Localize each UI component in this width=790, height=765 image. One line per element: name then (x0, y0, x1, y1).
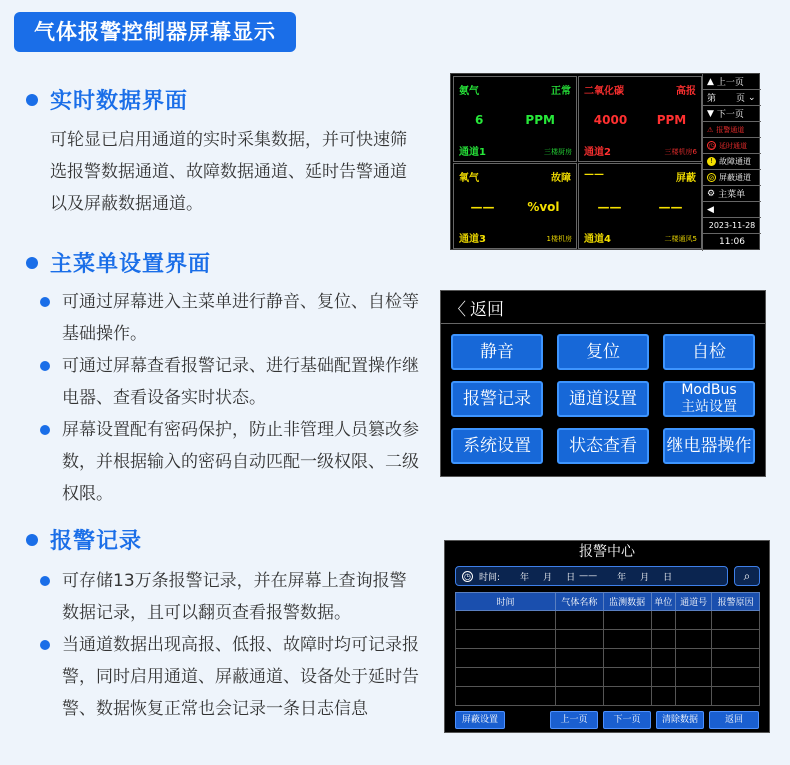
channel-gas-name: 氨气 (459, 86, 479, 97)
search-icon: ⌕ (743, 569, 751, 583)
table-row[interactable] (456, 630, 760, 649)
table-row[interactable] (456, 687, 760, 706)
delay-channel-button[interactable]: ◷ 延时通道 (703, 138, 761, 154)
triangle-down-icon: ▼ (707, 108, 714, 119)
alarm-light-icon: ⚠ (707, 125, 714, 134)
search-button[interactable] (734, 566, 760, 586)
channel-location: 三楼厨房 (544, 148, 572, 156)
section-menu-title: 主菜单设置界面 (50, 252, 212, 277)
main-menu-button[interactable]: ⚙ 主菜单 (703, 186, 761, 202)
gear-icon: ⚙ (707, 188, 716, 199)
clock-icon: ◷ (708, 142, 715, 150)
start-day-field[interactable]: 日 (566, 572, 576, 583)
mute-menu-button[interactable]: 静音 (451, 334, 543, 370)
alarm-channel-button[interactable]: ⚠ 报警通道 (703, 122, 761, 138)
channel-number: 通道3 (459, 234, 486, 245)
section-menu-header (26, 247, 211, 278)
shield-channel-button[interactable]: ⊘ 屏蔽通道 (703, 170, 761, 186)
next-page-button[interactable]: 下一页 (603, 711, 651, 729)
time-filter-bar[interactable] (455, 566, 728, 586)
section-bullet (26, 257, 38, 269)
channel-number: 通道1 (459, 147, 486, 158)
desc-line: 可轮显已启用通道的实时采集数据，并可快速筛 (50, 130, 407, 150)
alarm-record-table (455, 592, 760, 706)
list-item: 可存储13万条报警记录，并在屏幕上查询报警数据记录，且可以翻页查看报警数据。 (40, 565, 422, 629)
channel-status: 正常 (551, 86, 571, 97)
table-row[interactable] (456, 668, 760, 687)
fault-channel-button[interactable]: ! 故障通道 (703, 154, 761, 170)
channel-value: —— (597, 200, 622, 214)
status-view-menu-button[interactable]: 状态查看 (557, 428, 649, 464)
end-month-field[interactable]: 月 (640, 572, 650, 583)
next-page-button[interactable]: ▼ 下一页 (703, 106, 761, 122)
section-realtime-header (26, 84, 188, 115)
alarm-center-screen (444, 540, 770, 733)
clear-data-button[interactable]: 清除数据 (656, 711, 704, 729)
list-item: 当通道数据出现高报、低报、故障时均可记录报警，同时启用通道、屏蔽通道、设备处于延时告警、数据恢复正常也会记录一条日志信息 (40, 629, 422, 725)
section-bullet (26, 534, 38, 546)
channel-unit: PPM (525, 113, 555, 127)
channel-card[interactable] (453, 163, 577, 249)
channel-number: 通道2 (584, 147, 611, 158)
channel-card[interactable] (578, 76, 702, 162)
column-header: 时间 (456, 593, 556, 611)
list-item: 屏幕设置配有密码保护，防止非管理人员篡改参数，并根据输入的密码自动匹配一级权限、二级权限。 (40, 414, 422, 510)
channel-location: 三楼机房6 (664, 148, 697, 156)
shield-settings-button[interactable]: 屏蔽设置 (455, 711, 505, 729)
channel-value: —— (470, 200, 495, 214)
channel-status: 故障 (551, 173, 571, 184)
table-header-row (456, 593, 760, 611)
realtime-description (50, 124, 407, 220)
desc-line: 以及屏蔽数据通道。 (50, 194, 203, 214)
channel-unit: —— (658, 200, 683, 214)
channel-gas-name: 二氧化碳 (584, 86, 624, 97)
section-realtime-title: 实时数据界面 (50, 89, 189, 114)
prev-page-button[interactable]: 上一页 (550, 711, 598, 729)
section-alarm-title: 报警记录 (50, 529, 143, 554)
channel-card[interactable] (453, 76, 577, 162)
column-header: 气体名称 (556, 593, 604, 611)
time-display: 11:06 (719, 237, 745, 247)
reset-menu-button[interactable]: 复位 (557, 334, 649, 370)
prev-page-button[interactable]: ▲ 上一页 (703, 74, 761, 90)
page-select[interactable]: 第 页 ⌄ (703, 90, 761, 106)
channel-settings-menu-button[interactable]: 通道设置 (557, 381, 649, 417)
self-test-menu-button[interactable]: 自检 (663, 334, 755, 370)
table-row[interactable] (456, 649, 760, 668)
channel-card[interactable] (578, 163, 702, 249)
channel-value: 6 (475, 113, 484, 127)
alarm-center-title: 报警中心 (579, 544, 635, 560)
channel-unit: PPM (656, 113, 687, 127)
block-icon: ⊘ (708, 174, 715, 182)
date-display: 2023-11-28 (703, 218, 761, 234)
table-row[interactable] (456, 611, 760, 630)
realtime-screen (450, 73, 760, 250)
column-header: 通道号 (676, 593, 712, 611)
channel-number: 通道4 (584, 234, 611, 245)
mute-button[interactable] (703, 202, 761, 218)
system-settings-menu-button[interactable]: 系统设置 (451, 428, 543, 464)
end-year-field[interactable]: 年 (617, 572, 627, 583)
start-month-field[interactable]: 月 (543, 572, 553, 583)
channel-gas-name: —— (584, 169, 604, 180)
triangle-up-icon: ▲ (707, 76, 714, 87)
modbus-master-settings-button[interactable]: ModBus 主站设置 (663, 381, 755, 417)
channel-status: 高报 (676, 86, 696, 97)
section-alarm-header (26, 524, 142, 555)
column-header: 监测数据 (603, 593, 651, 611)
range-separator: —— (579, 571, 598, 581)
chevron-down-icon: ⌄ (748, 92, 756, 103)
section-bullet (26, 94, 38, 106)
chevron-left-icon: 〈 (449, 299, 466, 320)
end-day-field[interactable]: 日 (663, 572, 673, 583)
channel-gas-name: 氧气 (459, 173, 479, 184)
alarm-record-menu-button[interactable]: 报警记录 (451, 381, 543, 417)
time-label: 时间: (479, 572, 501, 583)
clock-icon: ◷ (462, 571, 473, 582)
desc-line: 选报警数据通道、故障数据通道、延时告警通道 (50, 162, 407, 182)
column-header: 单位 (651, 593, 676, 611)
realtime-side-panel (702, 74, 761, 251)
menu-bullet-list (40, 286, 422, 510)
channel-location: 二楼通风5 (664, 235, 697, 243)
channel-value: 4000 (593, 113, 628, 127)
relay-operation-menu-button[interactable]: 继电器操作 (663, 428, 755, 464)
start-year-field[interactable]: 年 (520, 572, 530, 583)
back-button[interactable]: 〈 返回 (441, 291, 765, 324)
speaker-icon: ◀ (707, 204, 714, 215)
alarm-bullet-list (40, 565, 422, 725)
channel-location: 1楼机房 (546, 235, 572, 243)
channel-status: 屏蔽 (676, 173, 696, 184)
back-button[interactable]: 返回 (709, 711, 759, 729)
channel-unit: %vol (527, 200, 560, 214)
list-item: 可通过屏幕进入主菜单进行静音、复位、自检等基础操作。 (40, 286, 422, 350)
column-header: 报警原因 (712, 593, 760, 611)
list-item: 可通过屏幕查看报警记录、进行基础配置操作继电器、查看设备实时状态。 (40, 350, 422, 414)
main-menu-screen (440, 290, 766, 477)
page-title-banner: 气体报警控制器屏幕显示 (14, 12, 296, 52)
exclamation-icon: ! (707, 157, 716, 166)
